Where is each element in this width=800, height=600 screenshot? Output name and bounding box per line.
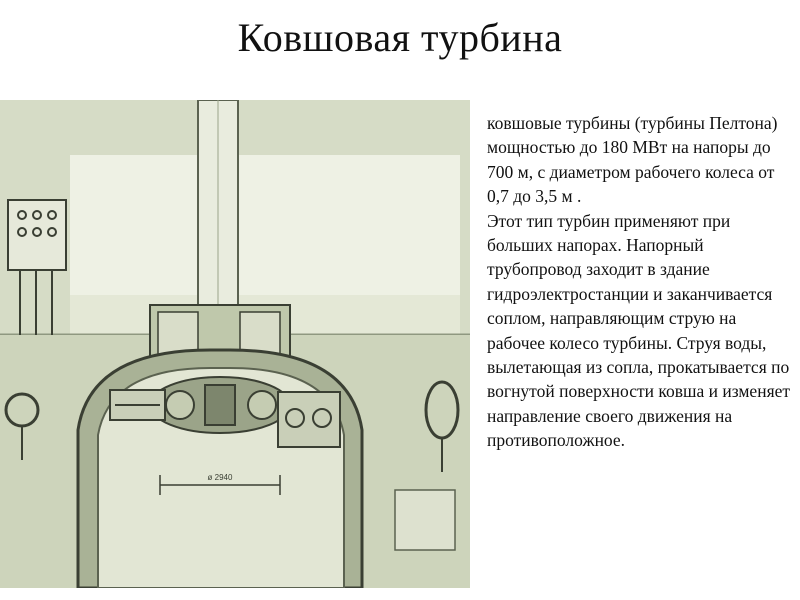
description-paragraph-2: Этот тип турбин применяют при больших напорах. Напорный трубопровод заходит в здание гидроэлектростанции и заканчивается соплом, направляющим струю на рабочее колесо турбины. Струя воды, вылетающая из сопла, прокатывается по вогнутой поверхности ковша и изменяет направление своего движения на противоположное. bbox=[487, 210, 791, 451]
turbine-drawing bbox=[0, 100, 470, 588]
turbine-diagram bbox=[0, 100, 470, 588]
upper-wall-panel bbox=[70, 155, 460, 295]
side-panel bbox=[395, 490, 455, 550]
description-paragraph-1: ковшовые турбины (турбины Пелтона) мощностью до 180 МВт на напоры до 700 м, с диаметром рабочего колеса от 0,7 до 3,5 м . bbox=[487, 113, 778, 207]
nozzle-right bbox=[278, 392, 340, 447]
nozzle-left bbox=[110, 390, 165, 420]
diameter-label: ø 2940 bbox=[207, 473, 233, 482]
runner-wheel bbox=[150, 377, 290, 433]
slide-title: Ковшовая турбина bbox=[237, 15, 563, 60]
description-text bbox=[487, 111, 795, 453]
